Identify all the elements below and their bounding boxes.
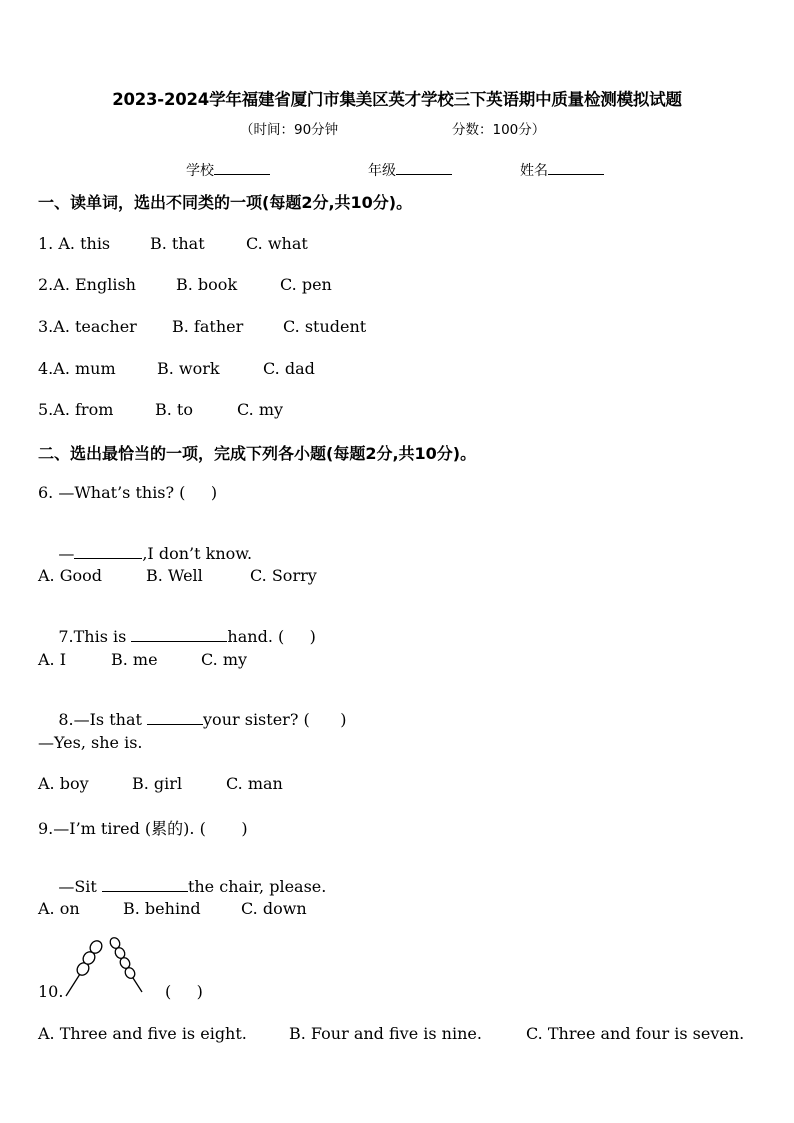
q8-option-b: B. girl: [132, 774, 183, 793]
q5-option-a: 5.A. from: [38, 400, 114, 419]
q3-option-b: B. father: [172, 317, 244, 336]
grade-blank[interactable]: [396, 160, 452, 175]
section2-title: 二、选出最恰当的一项，完成下列各小题(每题2分,共10分)。: [38, 444, 477, 463]
q6-option-c: C. Sorry: [250, 566, 317, 585]
q4-option-a: 4.A. mum: [38, 359, 116, 378]
q7-option-c: C. my: [201, 650, 248, 669]
q6-option-b: B. Well: [146, 566, 203, 585]
q2-option-c: C. pen: [280, 275, 332, 294]
q10-option-b: B. Four and five is nine.: [289, 1024, 482, 1043]
q2-option-b: B. book: [176, 275, 238, 294]
grade-label: 年级: [368, 163, 396, 179]
skewer-four-balls-icon: [108, 936, 142, 992]
q9-question: 9.—I’m tired (累的). ( ): [38, 819, 248, 838]
q1-option-b: B. that: [150, 234, 205, 253]
q9-text-post: the chair, please.: [187, 877, 327, 896]
q9-option-c: C. down: [241, 899, 307, 918]
q8-blank[interactable]: [147, 710, 203, 725]
q9-option-b: B. behind: [123, 899, 201, 918]
school-blank[interactable]: [214, 160, 270, 175]
skewer-three-balls-icon: [66, 939, 104, 996]
q8-option-c: C. man: [226, 774, 283, 793]
q7-option-b: B. me: [111, 650, 158, 669]
q8-option-a: A. boy: [38, 774, 89, 793]
q6-blank[interactable]: [74, 544, 142, 559]
q10-option-a: A. Three and five is eight.: [38, 1024, 247, 1043]
q6-dash: —: [58, 544, 75, 563]
q4-option-c: C. dad: [263, 359, 315, 378]
q7-question: [38, 608, 316, 665]
name-blank[interactable]: [548, 160, 604, 175]
q10-option-c: C. Three and four is seven.: [526, 1024, 745, 1043]
time-info: （时间：90分钟: [240, 122, 339, 138]
q6-question: 6. —What’s this? ( ): [38, 483, 218, 502]
q3-option-c: C. student: [283, 317, 367, 336]
q9-blank[interactable]: [102, 877, 188, 892]
exam-title: 2023-2024学年福建省厦门市集美区英才学校三下英语期中质量检测模拟试题: [112, 90, 682, 109]
q8-text-post: your sister? ( ): [203, 710, 347, 729]
school-field: [186, 160, 270, 180]
school-label: 学校: [186, 163, 214, 179]
skewers-image: [62, 936, 150, 1000]
q5-option-c: C. my: [237, 400, 284, 419]
q7-option-a: A. I: [38, 650, 67, 669]
name-field: [520, 160, 604, 180]
name-label: 姓名: [520, 163, 548, 179]
q1-option-c: C. what: [246, 234, 308, 253]
q7-text-post: hand. ( ): [227, 627, 316, 646]
q7-text-pre: 7.This is: [58, 627, 132, 646]
q8-answer-line: —Yes, she is.: [38, 733, 143, 752]
grade-field: [368, 160, 452, 180]
q9-text-pre: —Sit: [58, 877, 102, 896]
q2-option-a: 2.A. English: [38, 275, 136, 294]
q8-text-pre: 8.—Is that: [58, 710, 148, 729]
score-info: 分数：100分）: [452, 122, 546, 138]
q3-option-a: 3.A. teacher: [38, 317, 137, 336]
q1-option-a: 1. A. this: [38, 234, 111, 253]
q10-number: 10.: [38, 982, 64, 1001]
q6-option-a: A. Good: [38, 566, 103, 585]
q4-option-b: B. work: [157, 359, 220, 378]
q7-blank[interactable]: [131, 627, 227, 642]
q9-option-a: A. on: [38, 899, 80, 918]
q5-option-b: B. to: [155, 400, 193, 419]
q6-answer-rest: ,I don’t know.: [142, 544, 253, 563]
section1-title: 一、读单词，选出不同类的一项(每题2分,共10分)。: [38, 193, 413, 212]
q10-paren: ( ): [165, 982, 203, 1001]
